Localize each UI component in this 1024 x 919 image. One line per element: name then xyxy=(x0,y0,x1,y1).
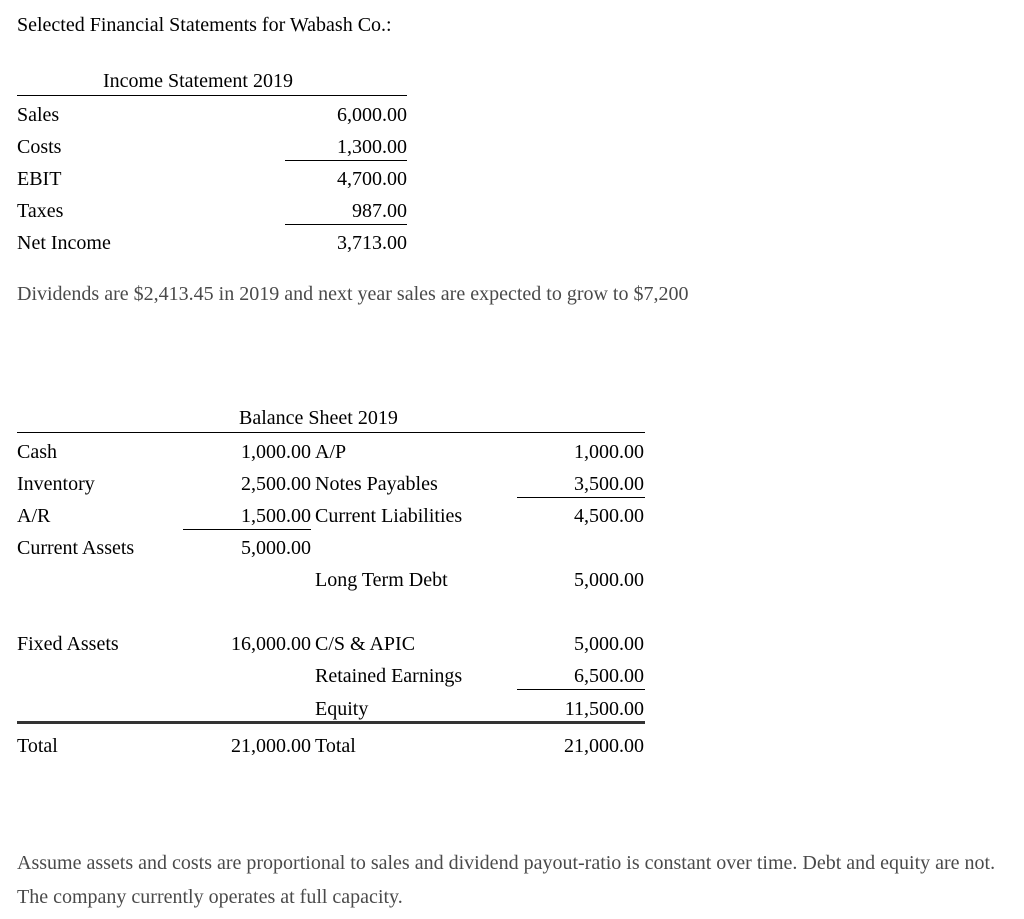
asset-value-ar: 1,500.00 xyxy=(241,505,311,527)
equity-retained-rule xyxy=(517,689,645,690)
liability-label-notes-payables: Notes Payables xyxy=(315,473,438,495)
liability-value-notes-payables: 3,500.00 xyxy=(574,473,644,495)
equity-label-cs-apic: C/S & APIC xyxy=(315,633,416,655)
balance-total-rule xyxy=(17,721,645,724)
equity-value-retained-earnings: 6,500.00 xyxy=(574,665,644,687)
asset-value-total: 21,000.00 xyxy=(231,735,311,757)
liability-value-current-liabilities: 4,500.00 xyxy=(574,505,644,527)
asset-label-inventory: Inventory xyxy=(17,473,95,495)
asset-value-cash: 1,000.00 xyxy=(241,441,311,463)
income-label-net-income: Net Income xyxy=(17,232,111,254)
liability-value-long-term-debt: 5,000.00 xyxy=(574,569,644,591)
page-heading: Selected Financial Statements for Wabash Co.: xyxy=(17,14,392,36)
balance-title-rule xyxy=(17,432,645,433)
asset-ar-rule xyxy=(183,529,311,530)
equity-value-equity: 11,500.00 xyxy=(564,698,644,720)
liability-value-total: 21,000.00 xyxy=(564,735,644,757)
asset-label-fixed-assets: Fixed Assets xyxy=(17,633,119,655)
income-label-sales: Sales xyxy=(17,104,60,126)
income-statement-title: Income Statement 2019 xyxy=(103,70,293,92)
income-value-taxes: 987.00 xyxy=(352,200,407,222)
asset-label-current-assets: Current Assets xyxy=(17,537,135,559)
income-taxes-rule xyxy=(285,224,407,225)
equity-label-retained-earnings: Retained Earnings xyxy=(315,665,463,687)
income-value-net-income: 3,713.00 xyxy=(337,232,407,254)
asset-label-cash: Cash xyxy=(17,441,57,463)
income-value-sales: 6,000.00 xyxy=(337,104,407,126)
liability-label-long-term-debt: Long Term Debt xyxy=(315,569,448,591)
asset-value-current-assets: 5,000.00 xyxy=(241,537,311,559)
asset-label-total: Total xyxy=(17,735,58,757)
asset-value-fixed-assets: 16,000.00 xyxy=(231,633,311,655)
equity-value-cs-apic: 5,000.00 xyxy=(574,633,644,655)
income-title-rule xyxy=(17,95,407,96)
assumption-note: Assume assets and costs are proportional to sales and dividend payout-ratio is constant over time. Debt and equity are not. The company currently operates at full capacity. xyxy=(17,852,996,908)
equity-label-equity: Equity xyxy=(315,698,369,720)
liability-value-ap: 1,000.00 xyxy=(574,441,644,463)
asset-label-ar: A/R xyxy=(17,505,51,527)
income-label-costs: Costs xyxy=(17,136,62,158)
balance-sheet-title: Balance Sheet 2019 xyxy=(239,407,398,429)
income-label-ebit: EBIT xyxy=(17,168,62,190)
liability-label-current-liabilities: Current Liabilities xyxy=(315,505,463,527)
liability-label-total: Total xyxy=(315,735,356,757)
liability-notes-rule xyxy=(517,497,645,498)
dividends-note: Dividends are $2,413.45 in 2019 and next year sales are expected to grow to $7,200 xyxy=(17,283,689,305)
income-value-ebit: 4,700.00 xyxy=(337,168,407,190)
asset-value-inventory: 2,500.00 xyxy=(241,473,311,495)
income-value-costs: 1,300.00 xyxy=(337,136,407,158)
income-costs-rule xyxy=(285,160,407,161)
liability-label-ap: A/P xyxy=(315,441,347,463)
income-label-taxes: Taxes xyxy=(17,200,64,222)
